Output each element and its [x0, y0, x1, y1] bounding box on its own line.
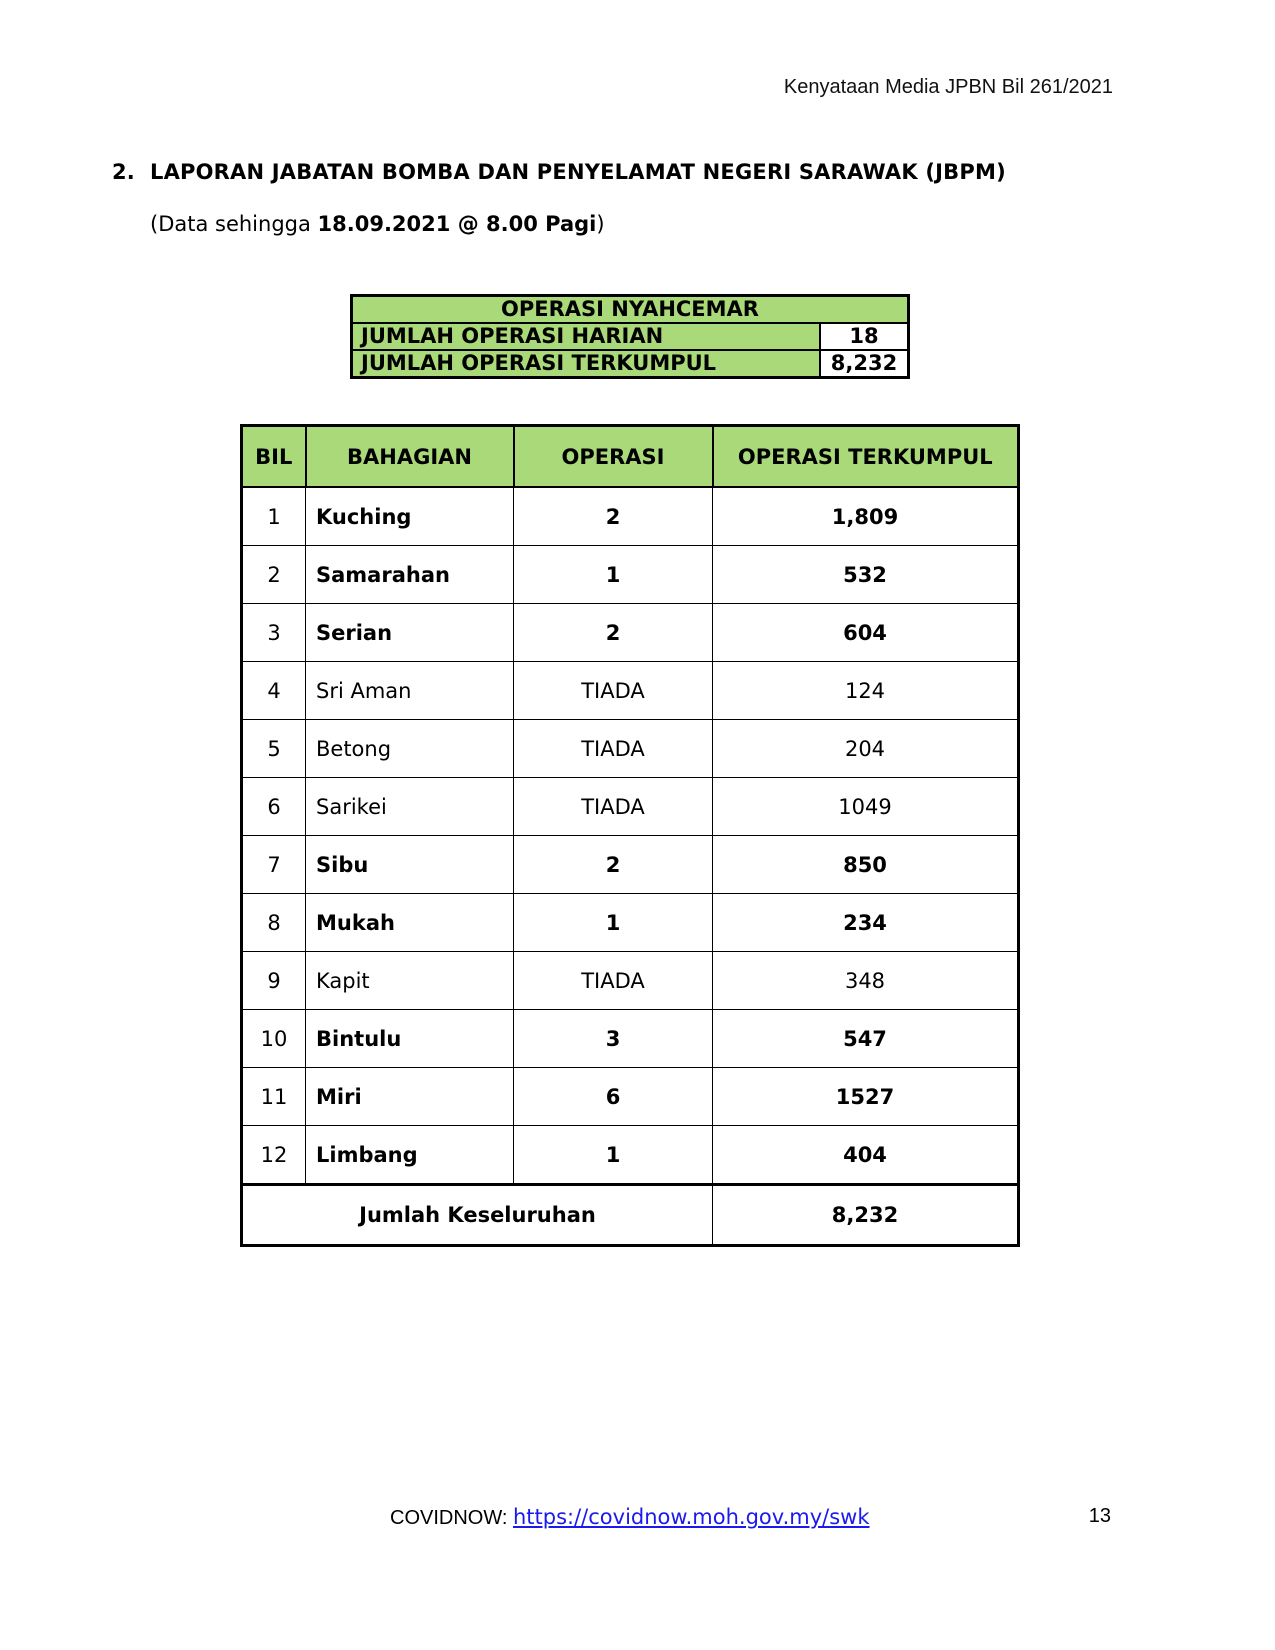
- column-header-bil: BIL: [242, 426, 306, 488]
- row-operasi: 6: [514, 1068, 713, 1126]
- total-row: [242, 1185, 1019, 1246]
- row-operasi-terkumpul: 124: [713, 662, 1019, 720]
- row-operasi-terkumpul: 604: [713, 604, 1019, 662]
- table-row: [242, 487, 1019, 546]
- row-bil: 5: [242, 720, 306, 778]
- table-body: [242, 487, 1019, 1185]
- row-operasi-terkumpul: 348: [713, 952, 1019, 1010]
- row-operasi: 2: [514, 487, 713, 546]
- row-operasi-terkumpul: 547: [713, 1010, 1019, 1068]
- data-date: 18.09.2021 @ 8.00 Pagi: [317, 212, 597, 236]
- table-row: [242, 604, 1019, 662]
- row-operasi-terkumpul: 404: [713, 1126, 1019, 1185]
- row-operasi: TIADA: [514, 720, 713, 778]
- document-reference: Kenyataan Media JPBN Bil 261/2021: [783, 76, 1113, 98]
- row-operasi: 1: [514, 894, 713, 952]
- total-label: Jumlah Keseluruhan: [242, 1185, 713, 1246]
- section-number: 2.: [112, 160, 135, 184]
- table-row: [242, 952, 1019, 1010]
- covidnow-link[interactable]: https://covidnow.moh.gov.my/swk: [512, 1505, 870, 1529]
- footer-prefix: COVIDNOW:: [390, 1507, 513, 1529]
- row-bahagian: Bintulu: [306, 1010, 514, 1068]
- summary-title: OPERASI NYAHCEMAR: [352, 296, 909, 324]
- row-operasi: TIADA: [514, 778, 713, 836]
- table-row: [242, 1068, 1019, 1126]
- data-as-of: [150, 212, 605, 236]
- data-prefix: (Data sehingga: [150, 212, 318, 236]
- row-bil: 6: [242, 778, 306, 836]
- section-title: [112, 160, 1006, 184]
- row-bahagian: Samarahan: [306, 546, 514, 604]
- column-header-operasi-terkumpul: OPERASI TERKUMPUL: [713, 426, 1019, 488]
- row-bahagian: Kapit: [306, 952, 514, 1010]
- division-operations-table: [240, 424, 1020, 1247]
- table-header-row: [242, 426, 1019, 488]
- row-bil: 2: [242, 546, 306, 604]
- row-bahagian: Serian: [306, 604, 514, 662]
- row-operasi: TIADA: [514, 952, 713, 1010]
- row-bahagian: Sarikei: [306, 778, 514, 836]
- row-bil: 11: [242, 1068, 306, 1126]
- row-operasi-terkumpul: 1049: [713, 778, 1019, 836]
- table-row: [242, 778, 1019, 836]
- row-operasi-terkumpul: 1527: [713, 1068, 1019, 1126]
- row-bahagian: Sri Aman: [306, 662, 514, 720]
- summary-table: [350, 294, 910, 379]
- row-bil: 8: [242, 894, 306, 952]
- row-operasi-terkumpul: 850: [713, 836, 1019, 894]
- row-bahagian: Betong: [306, 720, 514, 778]
- row-bil: 9: [242, 952, 306, 1010]
- column-header-operasi: OPERASI: [514, 426, 713, 488]
- row-operasi: 2: [514, 604, 713, 662]
- table-row: [242, 1126, 1019, 1185]
- total-value: 8,232: [713, 1185, 1019, 1246]
- row-operasi-terkumpul: 532: [713, 546, 1019, 604]
- row-bil: 10: [242, 1010, 306, 1068]
- row-bil: 1: [242, 487, 306, 546]
- table-row: [242, 662, 1019, 720]
- cumulative-operations-label: JUMLAH OPERASI TERKUMPUL: [352, 350, 821, 378]
- row-operasi: 3: [514, 1010, 713, 1068]
- cumulative-operations-value: 8,232: [820, 350, 909, 378]
- row-operasi-terkumpul: 1,809: [713, 487, 1019, 546]
- column-header-bahagian: BAHAGIAN: [306, 426, 514, 488]
- row-bahagian: Limbang: [306, 1126, 514, 1185]
- table-row: [242, 836, 1019, 894]
- row-operasi: 1: [514, 1126, 713, 1185]
- page-number: 13: [1088, 1505, 1111, 1527]
- row-bahagian: Kuching: [306, 487, 514, 546]
- row-bil: 12: [242, 1126, 306, 1185]
- footer: [390, 1505, 870, 1530]
- row-bahagian: Sibu: [306, 836, 514, 894]
- data-suffix: ): [596, 212, 605, 236]
- section-title-text: LAPORAN JABATAN BOMBA DAN PENYELAMAT NEGERI SARAWAK (JBPM): [150, 160, 1006, 184]
- table-row: [242, 546, 1019, 604]
- row-bahagian: Miri: [306, 1068, 514, 1126]
- row-operasi: 1: [514, 546, 713, 604]
- row-operasi: TIADA: [514, 662, 713, 720]
- table-row: [242, 720, 1019, 778]
- daily-operations-value: 18: [820, 323, 909, 350]
- row-bahagian: Mukah: [306, 894, 514, 952]
- table-row: [242, 1010, 1019, 1068]
- row-bil: 3: [242, 604, 306, 662]
- row-operasi: 2: [514, 836, 713, 894]
- daily-operations-label: JUMLAH OPERASI HARIAN: [352, 323, 821, 350]
- row-bil: 7: [242, 836, 306, 894]
- table-row: [242, 894, 1019, 952]
- row-operasi-terkumpul: 234: [713, 894, 1019, 952]
- row-bil: 4: [242, 662, 306, 720]
- row-operasi-terkumpul: 204: [713, 720, 1019, 778]
